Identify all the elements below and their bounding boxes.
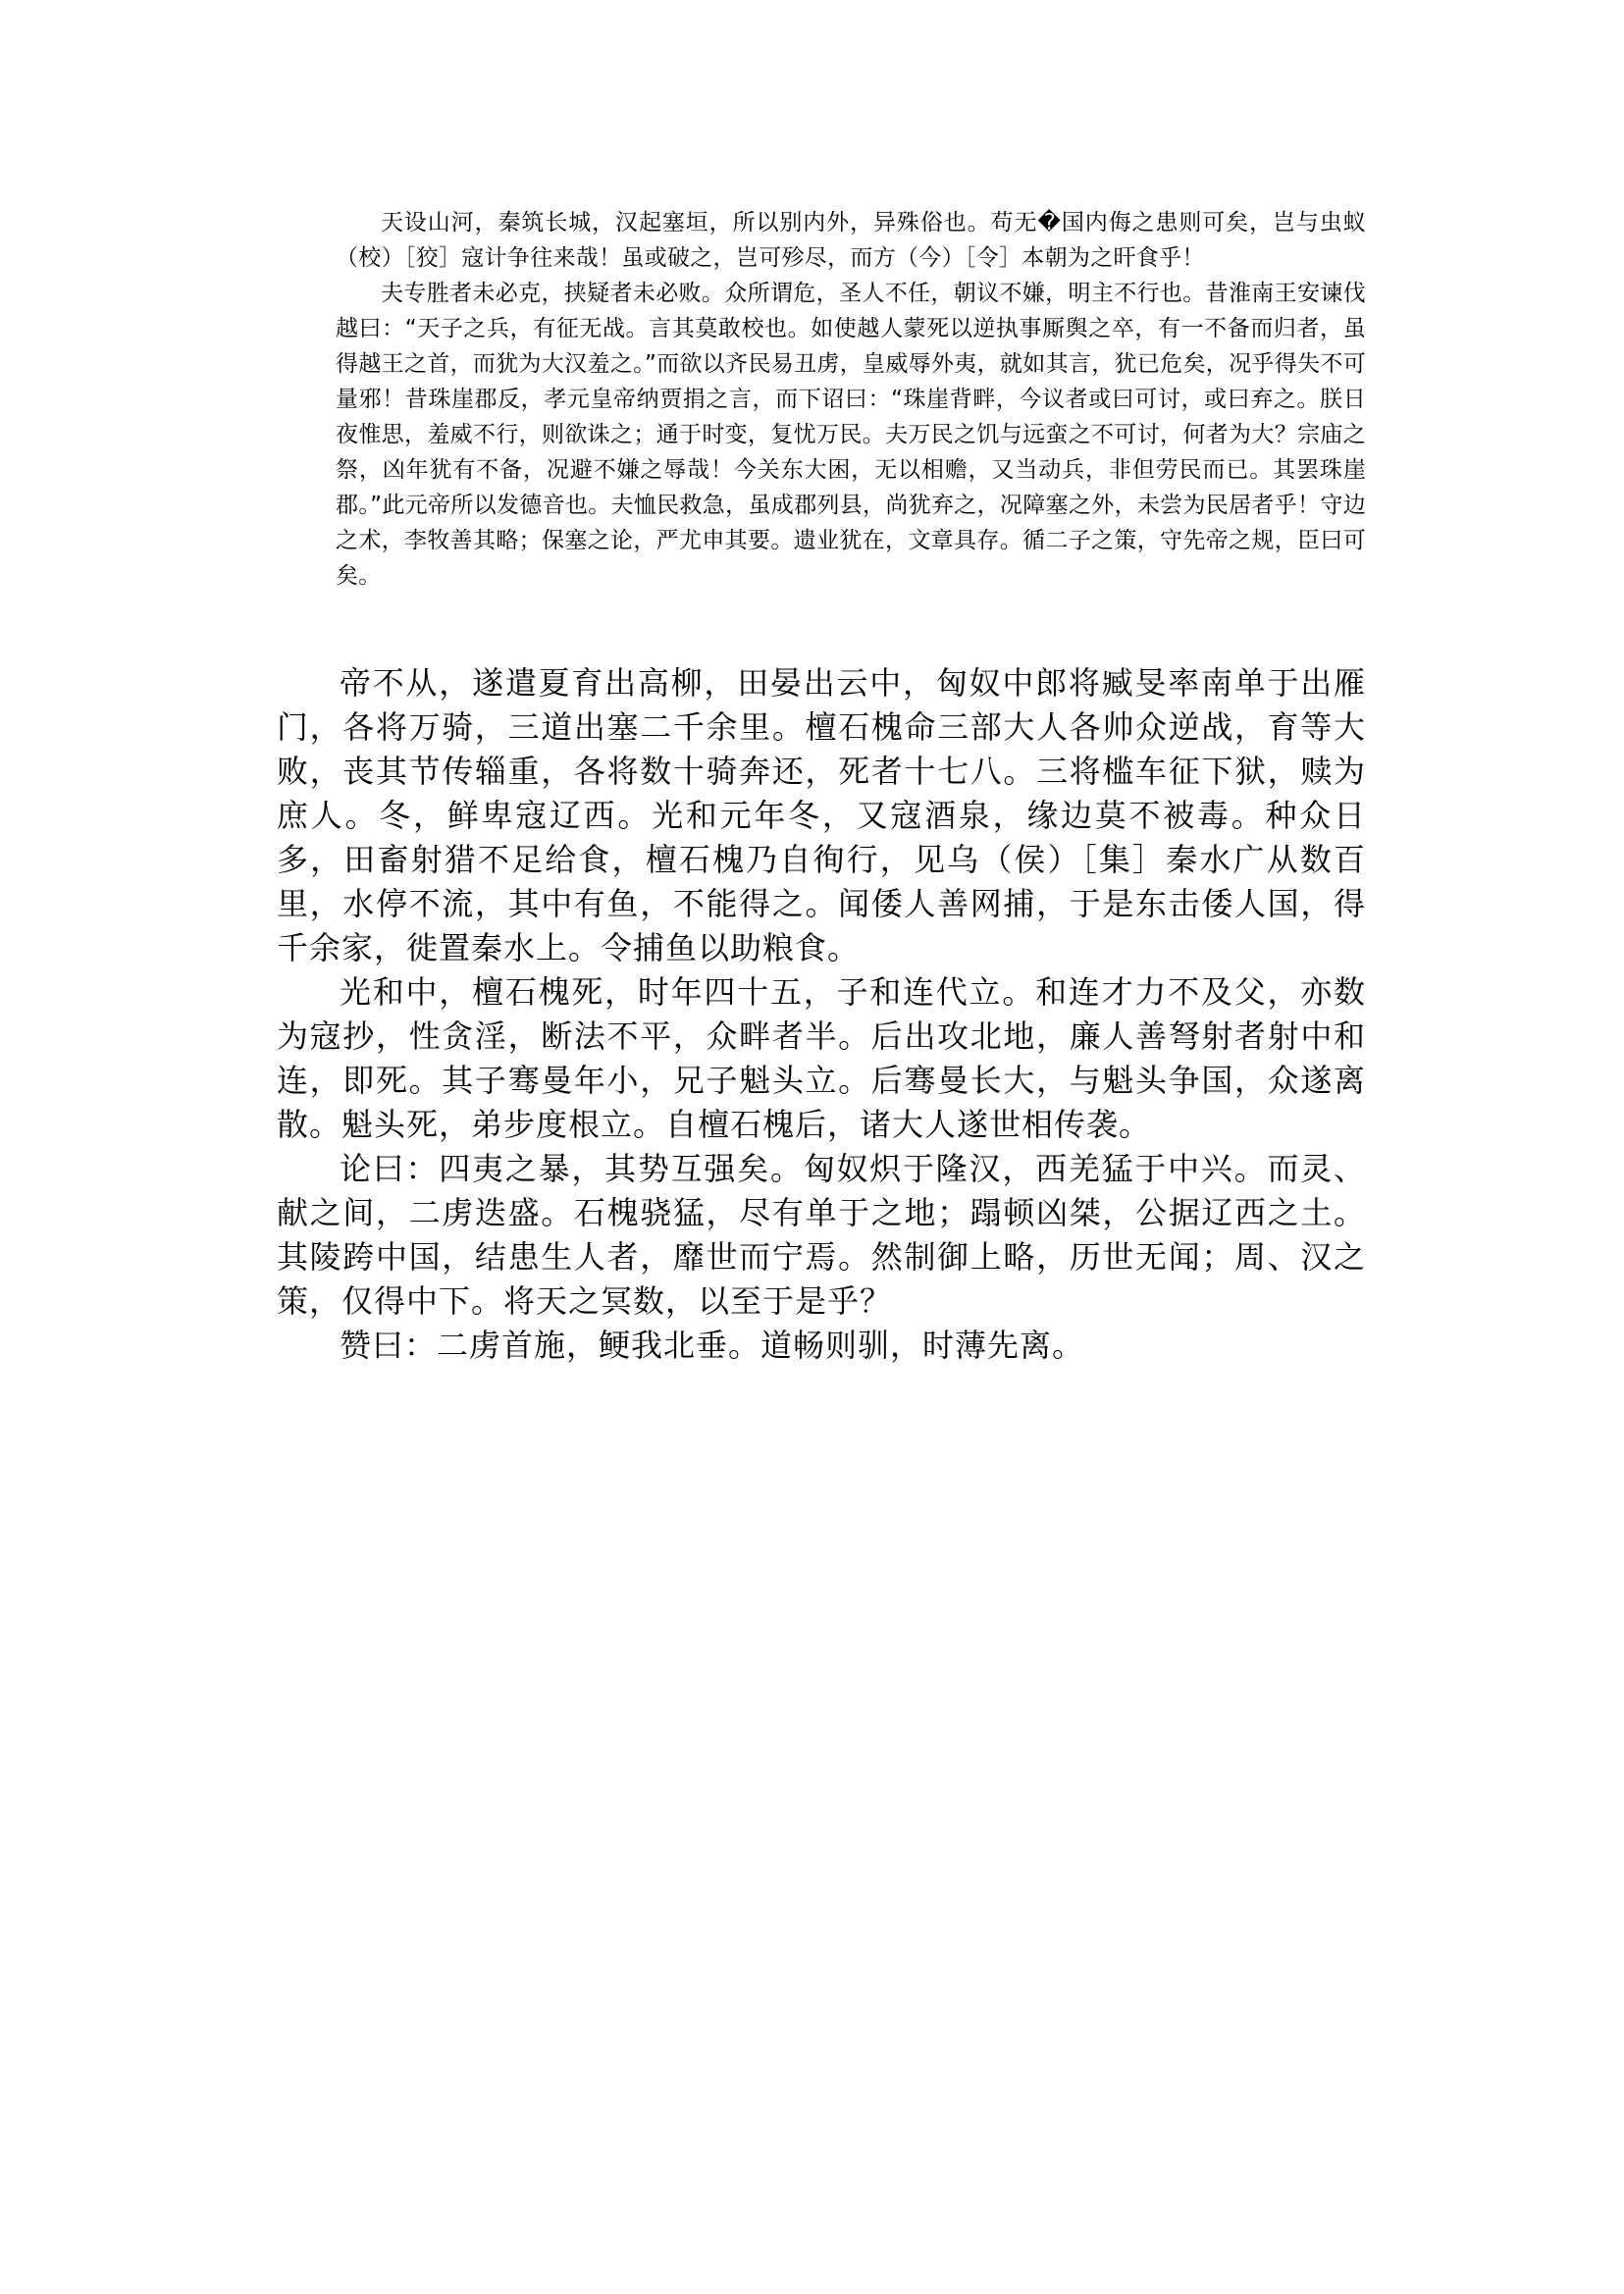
lun-paragraph: 论曰：四夷之暴，其势互强矣。匈奴炽于隆汉，西羌猛于中兴。而灵、献之间，二虏迭盛。石槐骁猛，尽有单于之地；蹋顿凶桀，公据辽西之土。其陵跨中国，结患生人者，靡世而宁焉。然制御上略，历世无闻；周、汉之策，仅得中下。将天之冥数，以至于是乎？ [277, 1150, 1366, 1320]
main-text-block [277, 661, 1366, 1368]
main-paragraph-2: 光和中，檀石槐死，时年四十五，子和连代立。和连才力不及父，亦数为寇抄，性贪淫，断法不平，众畔者半。后出攻北地，廉人善弩射者射中和连，即死。其子骞曼年小，兄子魁头立。后骞曼长大，与魁头争国，众遂离散。魁头死，弟步度根立。自檀石槐后，诸大人遂世相传袭。 [277, 973, 1366, 1143]
commentary-paragraph-1: 天设山河，秦筑长城，汉起塞垣，所以别内外，异殊俗也。苟无�国内侮之患则可矣，岂与虫蚁（校）［狡］寇计争往来哉！虽或破之，岂可殄尽，而方（今）［令］本朝为之旰食乎！ [336, 210, 1366, 271]
main-paragraph-1: 帝不从，遂遣夏育出高柳，田晏出云中，匈奴中郎将臧旻率南单于出雁门，各将万骑，三道出塞二千余里。檀石槐命三部大人各帅众逆战，育等大败，丧其节传辎重，各将数十骑奔还，死者十七八。三将槛车征下狱，赎为庶人。冬，鲜卑寇辽西。光和元年冬，又寇酒泉，缘边莫不被毒。种众日多，田畜射猎不足给食，檀石槐乃自徇行，见乌（侯）［集］秦水广从数百里，水停不流，其中有鱼，不能得之。闻倭人善网捕，于是东击倭人国，得千余家，徙置秦水上。令捕鱼以助粮食。 [277, 664, 1366, 966]
zan-paragraph: 赞曰：二虏首施，鲠我北垂。道畅则驯，时薄先离。 [340, 1327, 1085, 1364]
commentary-paragraph-2: 夫专胜者未必克，挟疑者未必败。众所谓危，圣人不任，朝议不嫌，明主不行也。昔淮南王安谏伐越曰：“天子之兵，有征无战。言其莫敢校也。如使越人蒙死以逆执事厮舆之卒，有一不备而归者，虽得越王之首，而犹为大汉羞之。”而欲以齐民易丑虏，皇威辱外夷，就如其言，犹已危矣，况乎得失不可量邪！昔珠崖郡反，孝元皇帝纳贾捐之言，而下诏曰：“珠崖背畔，今议者或曰可讨，或曰弃之。朕日夜惟思，羞威不行，则欲诛之；通于时变，复忧万民。夫万民之饥与远蛮之不可讨，何者为大？宗庙之祭，凶年犹有不备，况避不嫌之辱哉！今关东大困，无以相赡，又当动兵，非但劳民而已。其罢珠崖郡。”此元帝所以发德音也。夫恤民救急，虽成郡列县，尚犹弃之，况障塞之外，未尝为民居者乎！守边之术，李牧善其略；保塞之论，严尤申其要。遗业犹在，文章具存。循二子之策，守先帝之规，臣曰可矣。 [336, 281, 1366, 589]
commentary-block [336, 205, 1366, 594]
